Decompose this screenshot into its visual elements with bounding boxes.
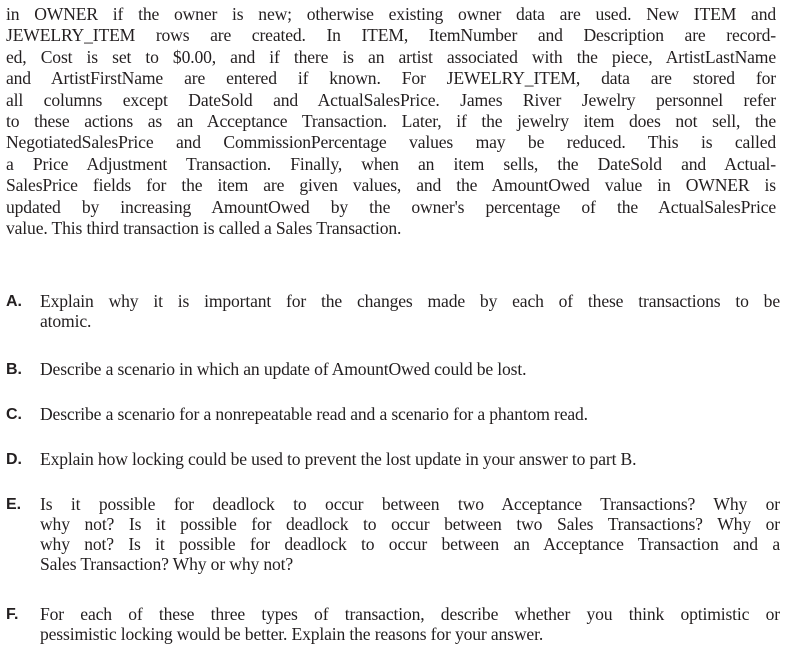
- question-text: [40, 404, 780, 424]
- question-line: For each of these three types of transaction, describe whether you think optimistic or: [40, 604, 780, 624]
- question-text: [40, 359, 780, 379]
- question-line: atomic.: [40, 311, 92, 331]
- question-line: Explain how locking could be used to prevent the lost update in your answer to part B.: [40, 449, 637, 469]
- intro-line: updated by increasing AmountOwed by the owner's percentage of the ActualSalesPrice: [6, 196, 776, 217]
- question-line: why not? Is it possible for deadlock to occur between two Sales Transactions? Why or: [40, 514, 780, 534]
- intro-line: ed, Cost is set to $0.00, and if there is an artist associated with the piece, ArtistLastName: [6, 46, 776, 67]
- question-line: Sales Transaction? Why or why not?: [40, 554, 294, 574]
- question-line: pessimistic locking would be better. Explain the reasons for your answer.: [40, 624, 544, 644]
- intro-line: and ArtistFirstName are entered if known. For JEWELRY_ITEM, data are stored for: [6, 68, 776, 89]
- intro-line: in OWNER if the owner is new; otherwise existing owner data are used. New ITEM and: [6, 4, 776, 24]
- intro-paragraph: [6, 4, 776, 239]
- question-d: [6, 449, 780, 470]
- question-letter: A.: [6, 293, 22, 310]
- question-letter: E.: [6, 496, 22, 513]
- question-line: Explain why it is important for the changes made by each of these transactions to be: [40, 291, 780, 311]
- question-letter: D.: [6, 451, 22, 468]
- question-line: Is it possible for deadlock to occur between two Acceptance Transactions? Why or: [40, 494, 780, 514]
- question-f: [6, 604, 780, 644]
- intro-line: SalesPrice fields for the item are given values, and the AmountOwed value in OWNER is: [6, 175, 776, 196]
- question-text: [40, 494, 780, 574]
- question-line: Describe a scenario in which an update of AmountOwed could be lost.: [40, 359, 527, 379]
- question-c: [6, 404, 780, 425]
- intro-line: all columns except DateSold and ActualSalesPrice. James River Jewelry personnel refer: [6, 89, 776, 110]
- intro-line: value. This third transaction is called a Sales Transaction.: [6, 218, 402, 239]
- question-letter: B.: [6, 361, 22, 378]
- question-text: [40, 449, 780, 469]
- intro-line: NegotiatedSalesPrice and CommissionPercentage values may be reduced. This is called: [6, 132, 776, 153]
- question-letter: F.: [6, 606, 19, 623]
- intro-line: JEWELRY_ITEM rows are created. In ITEM, ItemNumber and Description are record-: [6, 25, 776, 46]
- intro-line: a Price Adjustment Transaction. Finally, when an item sells, the DateSold and Actual-: [6, 153, 776, 174]
- intro-line: to these actions as an Acceptance Transaction. Later, if the jewelry item does not sell, the: [6, 111, 776, 132]
- question-a: [6, 291, 780, 331]
- question-e: [6, 494, 780, 574]
- question-line: why not? Is it possible for deadlock to occur between an Acceptance Transaction and a: [40, 534, 780, 554]
- question-text: [40, 604, 780, 644]
- question-line: Describe a scenario for a nonrepeatable read and a scenario for a phantom read.: [40, 404, 588, 424]
- question-b: [6, 359, 780, 380]
- question-text: [40, 291, 780, 331]
- question-letter: C.: [6, 406, 22, 423]
